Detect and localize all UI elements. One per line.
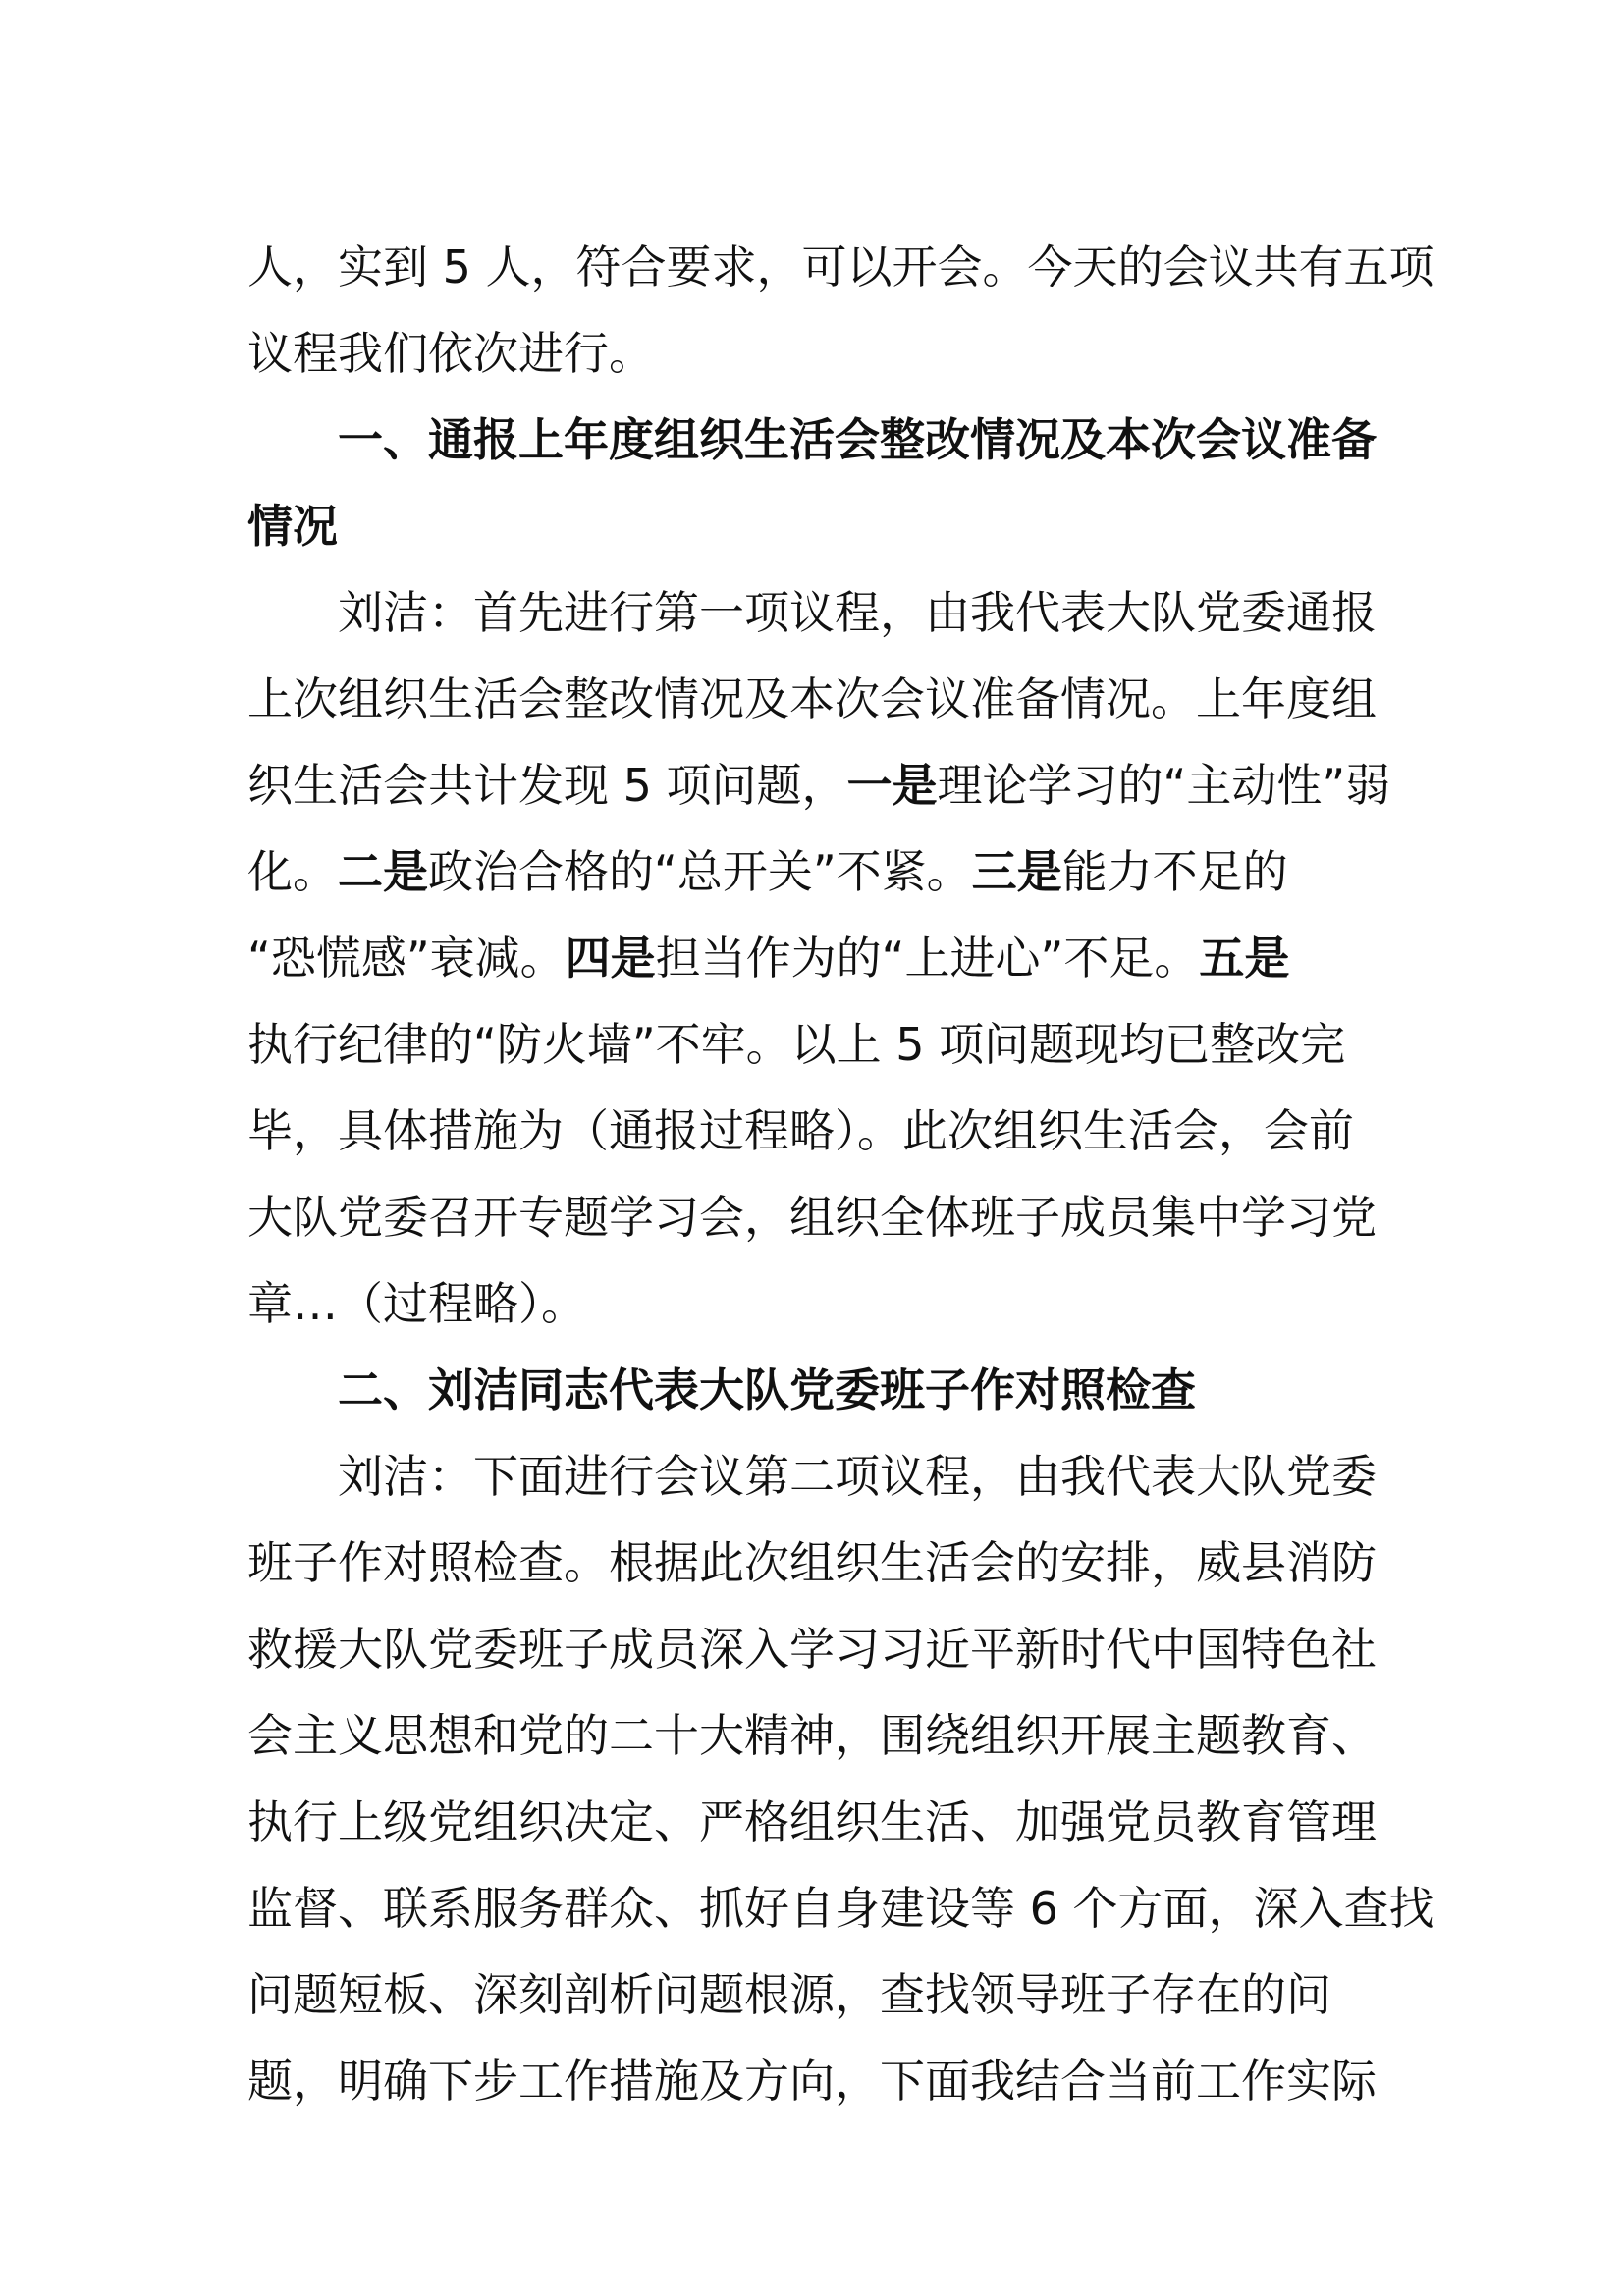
emphasis-third: 三是: [971, 845, 1062, 898]
body-line: 毕，具体措施为（通报过程略）。此次组织生活会，会前: [247, 1104, 1354, 1157]
body-line: 刘洁：首先进行第一项议程，由我代表大队党委通报: [338, 586, 1377, 639]
body-line: 大队党委召开专题学习会，组织全体班子成员集中学习党: [247, 1191, 1377, 1244]
document-page: [247, 224, 1434, 2124]
body-line: 上次组织生活会整改情况及本次会议准备情况。上年度组: [247, 672, 1377, 725]
body-line: 执行上级党组织决定、严格组织生活、加强党员教育管理: [247, 1795, 1377, 1848]
body-line: 执行纪律的“防火墙”不牢。以上 5 项问题现均已整改完: [247, 1018, 1346, 1071]
section-heading-2: 二、刘洁同志代表大队党委班子作对照检查: [338, 1363, 1196, 1416]
text-run: “恐慌感”衰减。: [247, 932, 566, 985]
text-run: 政治合格的“总开关”不紧。: [428, 845, 972, 898]
text-run: 化。: [247, 845, 338, 898]
body-line: [247, 742, 1391, 828]
emphasis-fifth: 五是: [1199, 932, 1290, 985]
emphasis-fourth: 四是: [565, 932, 656, 985]
body-line: 救援大队党委班子成员深入学习习近平新时代中国特色社: [247, 1623, 1377, 1676]
text-run: 担当作为的“上进心”不足。: [655, 932, 1200, 985]
body-line: 问题短板、深刻剖析问题根源，查找领导班子存在的问: [247, 1968, 1331, 2021]
text-run: 理论学习的“主动性”弱: [937, 759, 1391, 812]
body-line: [247, 828, 1386, 915]
body-line: 题，明确下步工作措施及方向，下面我结合当前工作实际: [247, 2055, 1377, 2108]
body-line: 会主义思想和党的二十大精神，围绕组织开展主题教育、: [247, 1709, 1377, 1762]
body-line: 班子作对照检查。根据此次组织生活会的安排，威县消防: [247, 1536, 1377, 1589]
emphasis-second: 二是: [338, 845, 428, 898]
body-line: 刘洁：下面进行会议第二项议程，由我代表大队党委: [338, 1450, 1377, 1503]
body-line: 监督、联系服务群众、抓好自身建设等 6 个方面，深入查找: [247, 1882, 1434, 1935]
body-line: 议程我们依次进行。: [247, 327, 654, 380]
section-heading-1: 一、通报上年度组织生活会整改情况及本次会议准备: [338, 413, 1377, 466]
emphasis-first: 一是: [846, 759, 938, 812]
body-line: 人，实到 5 人，符合要求，可以开会。今天的会议共有五项: [247, 240, 1434, 294]
body-line: [247, 915, 1386, 1001]
body-line: 章…（过程略）。: [247, 1277, 586, 1330]
text-run: 能力不足的: [1061, 845, 1288, 898]
text-run: 织生活会共计发现 5 项问题，: [247, 759, 847, 812]
section-heading-1-cont: 情况: [247, 500, 338, 553]
